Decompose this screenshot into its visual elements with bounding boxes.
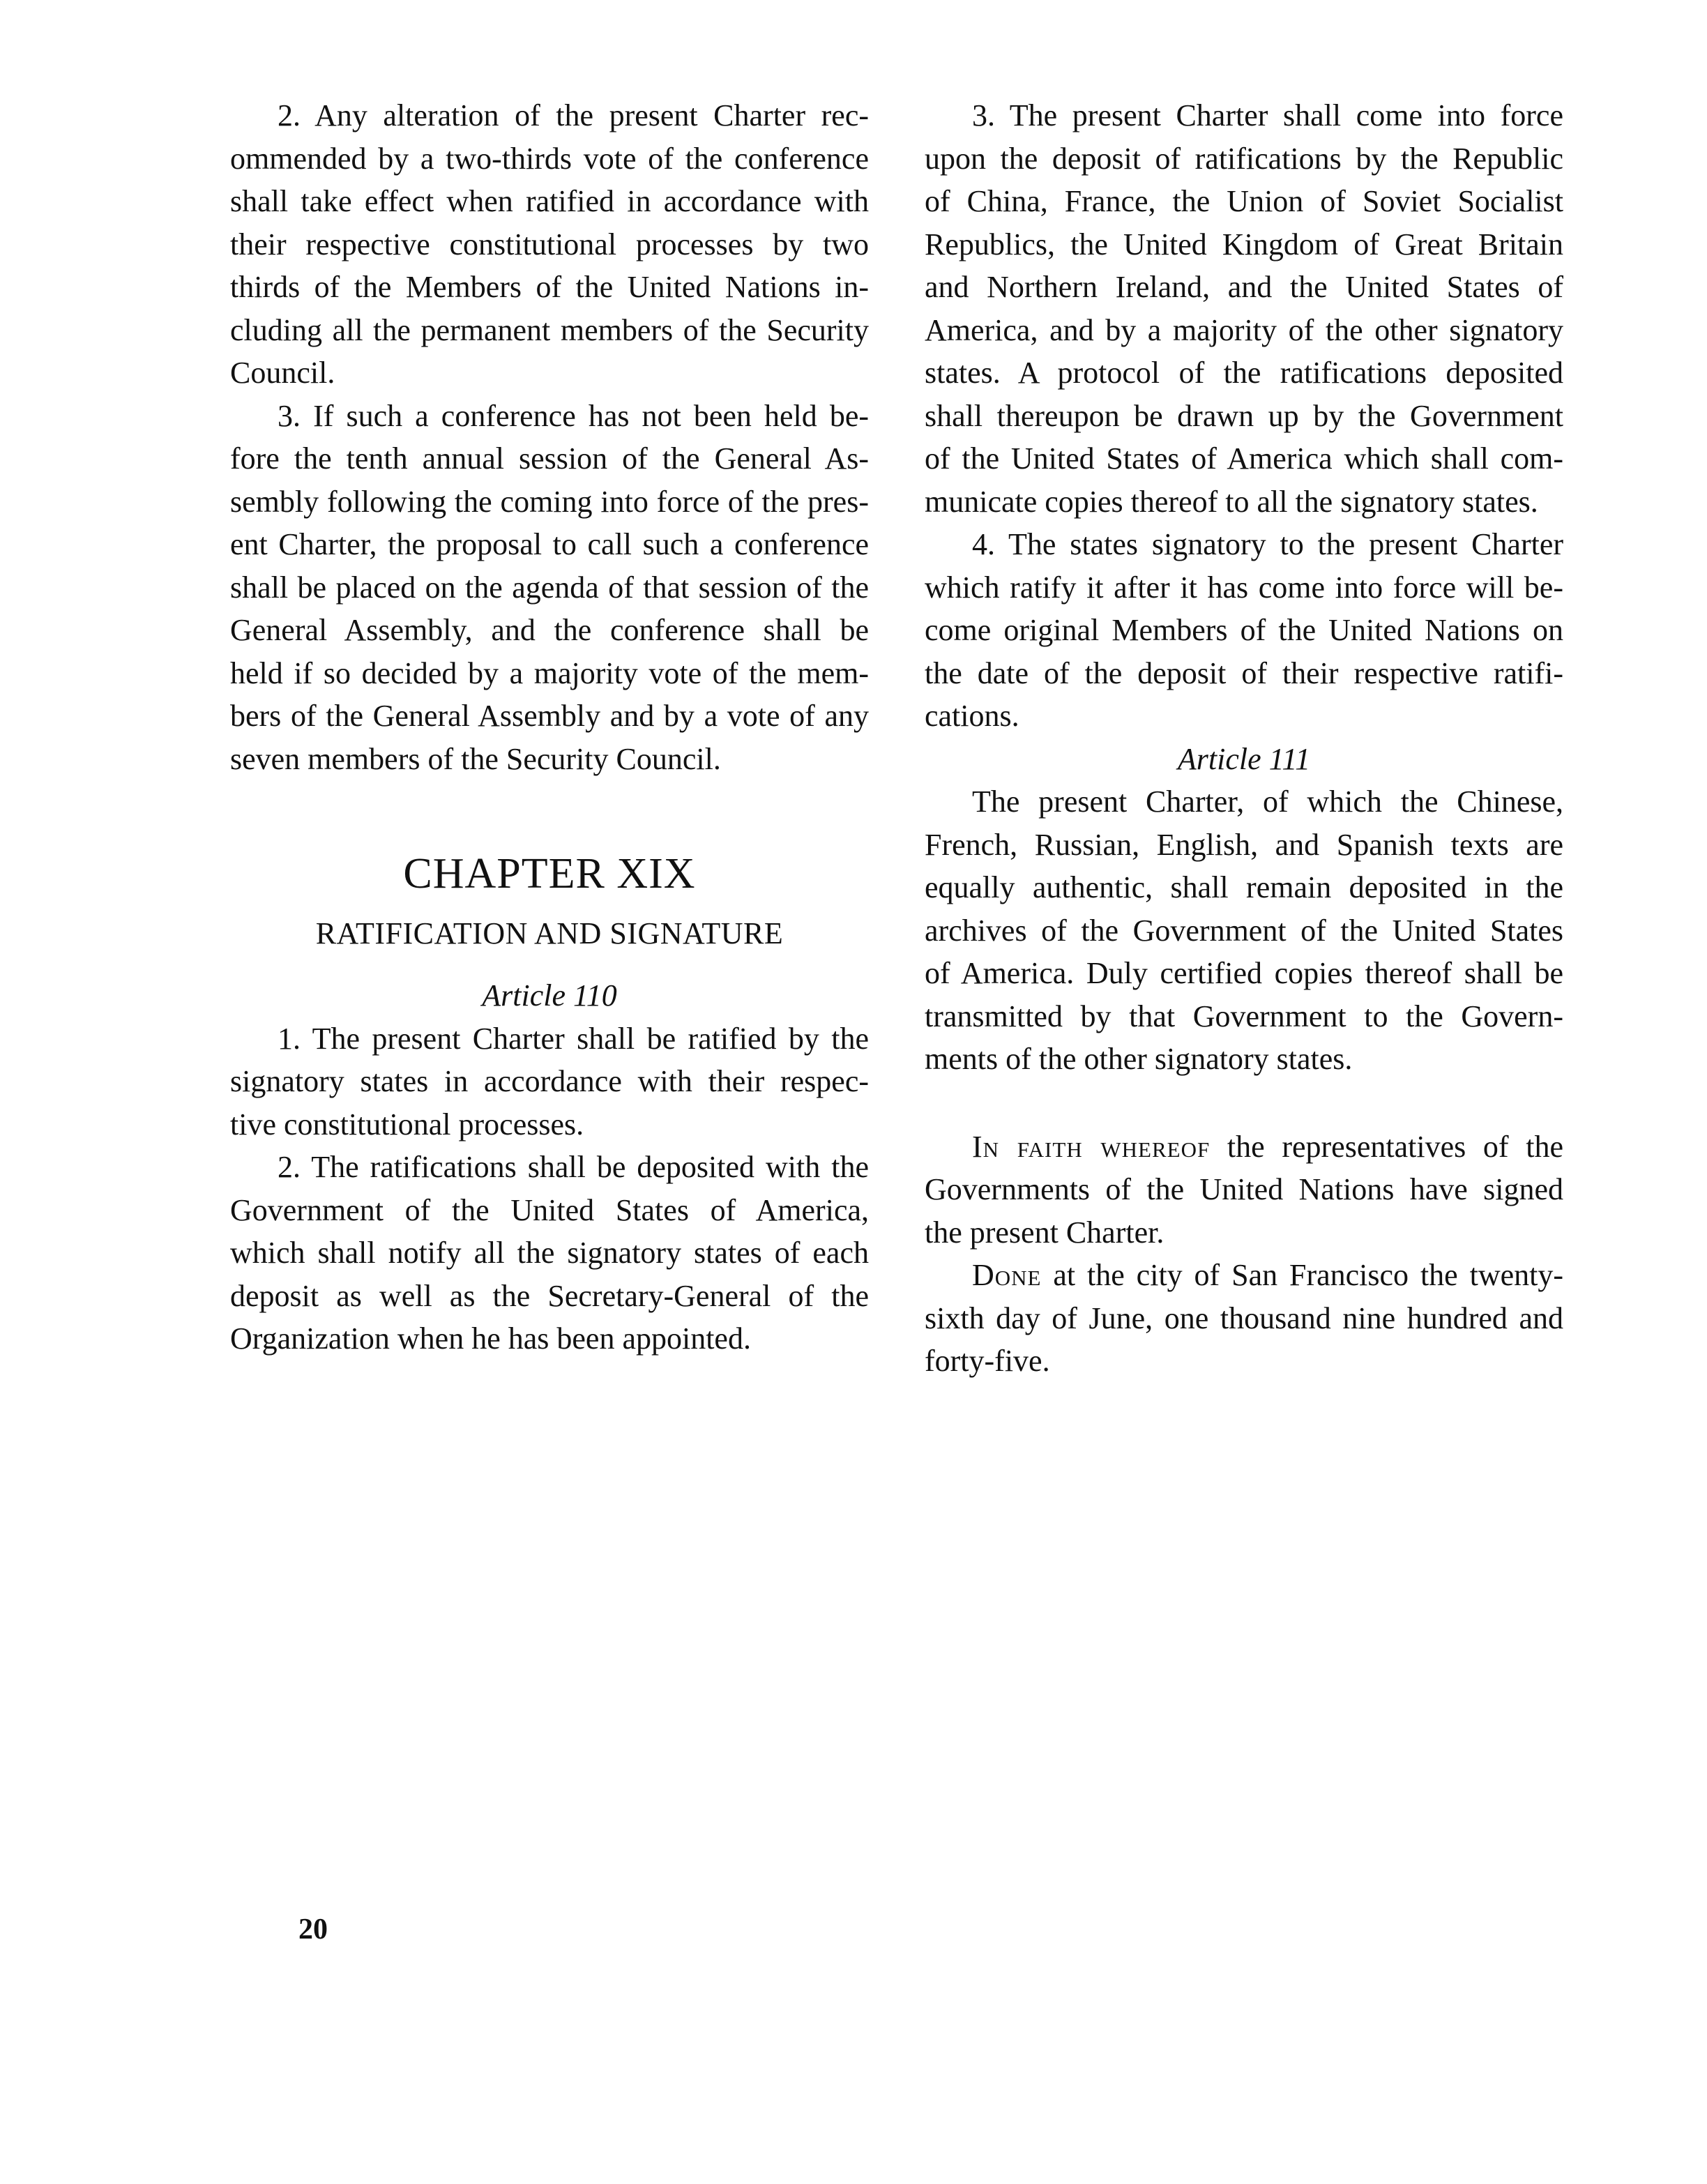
- text-line: of the United States of America which shall com-: [925, 441, 1563, 476]
- left-column: [230, 94, 869, 1360]
- text-line: deposit as well as the Secretary-General of the: [230, 1278, 869, 1313]
- article-111-paragraph: [925, 780, 1563, 1081]
- done-paragraph: [925, 1254, 1563, 1383]
- text-line: come original Members of the United Nations on: [925, 613, 1563, 647]
- text-line: ments of the other signatory states.: [925, 1042, 1353, 1076]
- text-line: shall be placed on the agenda of that session of the: [230, 570, 869, 605]
- text-line: of China, France, the Union of Soviet Socialist: [925, 184, 1563, 218]
- text-line: thirds of the Members of the United Nations in-: [230, 270, 869, 304]
- text-line: Organization when he has been appointed.: [230, 1321, 751, 1356]
- text-line: ent Charter, the proposal to call such a conference: [230, 527, 869, 561]
- page-number: 20: [298, 1913, 328, 1946]
- text-line: signatory states in accordance with their respec-: [230, 1064, 869, 1098]
- text-line: of America. Duly certified copies thereof shall be: [925, 956, 1563, 990]
- article-111-heading: Article 111: [1177, 741, 1311, 776]
- text-line: cations.: [925, 699, 1019, 733]
- text-line: which shall notify all the signatory states of each: [230, 1236, 869, 1270]
- text-line: and Northern Ireland, and the United States of: [925, 270, 1563, 304]
- text-line: equally authentic, shall remain deposited in the: [925, 870, 1563, 904]
- text-line: which ratify it after it has come into force will be-: [925, 570, 1563, 605]
- article-110-paragraph-4: [925, 523, 1563, 738]
- text-line: their respective constitutional processes by two: [230, 227, 869, 261]
- text-line: seven members of the Security Council.: [230, 741, 721, 776]
- article-110-paragraph-2: [230, 1146, 869, 1360]
- chapter-header: [230, 849, 869, 955]
- text-line: Government of the United States of America,: [230, 1192, 869, 1227]
- text-run: the representatives of the: [1210, 1129, 1563, 1164]
- text-line: shall thereupon be drawn up by the Government: [925, 398, 1563, 433]
- done-lead: Done: [972, 1258, 1042, 1292]
- article-110-paragraph-3: [925, 94, 1563, 523]
- article-109-paragraph-2: [230, 94, 869, 395]
- text-line: 3. If such a conference has not been held be-: [278, 398, 869, 433]
- text-line: tive constitutional processes.: [230, 1107, 584, 1142]
- in-faith-whereof-lead: In faith whereof: [972, 1129, 1211, 1164]
- text-line: General Assembly, and the conference shall be: [230, 613, 869, 647]
- right-column: [925, 94, 1563, 1383]
- text-line: held if so decided by a majority vote of the mem-: [230, 655, 869, 690]
- text-line: America, and by a majority of the other signatory: [925, 312, 1563, 347]
- text-line: upon the deposit of ratifications by the Republic: [925, 141, 1563, 176]
- chapter-title: CHAPTER XIX: [403, 850, 696, 897]
- closing-block: [925, 1125, 1563, 1383]
- text-line: sembly following the coming into force of the pres-: [230, 484, 869, 519]
- text-line: Governments of the United Nations have signed: [925, 1172, 1563, 1206]
- text-line: 2. The ratifications shall be deposited with the: [278, 1150, 869, 1184]
- text-line: [925, 1125, 1563, 1169]
- text-line: forty-five.: [925, 1344, 1050, 1378]
- in-faith-whereof-paragraph: [925, 1125, 1563, 1254]
- article-109-paragraph-3: [230, 395, 869, 781]
- text-line: sixth day of June, one thousand nine hundred and: [925, 1300, 1563, 1335]
- text-line: states. A protocol of the ratifications deposited: [925, 356, 1563, 390]
- text-run: at the city of San Francisco the twenty-: [1041, 1258, 1563, 1292]
- text-line: archives of the Government of the United States: [925, 913, 1563, 948]
- text-line: French, Russian, English, and Spanish texts are: [925, 827, 1563, 862]
- text-line: transmitted by that Government to the Govern-: [925, 999, 1563, 1033]
- text-line: Council.: [230, 356, 335, 390]
- text-line: The present Charter, of which the Chinese,: [972, 784, 1563, 819]
- text-line: 2. Any alteration of the present Charter rec-: [278, 98, 869, 132]
- text-line: 3. The present Charter shall come into force: [972, 98, 1563, 132]
- chapter-subtitle: RATIFICATION AND SIGNATURE: [315, 916, 784, 950]
- text-line: fore the tenth annual session of the General As-: [230, 441, 869, 476]
- text-line: the present Charter.: [925, 1215, 1164, 1250]
- text-line: the date of the deposit of their respective ratifi-: [925, 655, 1563, 690]
- text-line: shall take effect when ratified in accordance with: [230, 184, 869, 218]
- text-line: [925, 1254, 1563, 1297]
- article-110-heading: Article 110: [482, 978, 617, 1013]
- text-line: ommended by a two-thirds vote of the conference: [230, 141, 869, 176]
- text-line: Republics, the United Kingdom of Great Britain: [925, 227, 1563, 261]
- text-line: municate copies thereof to all the signatory states.: [925, 484, 1538, 519]
- text-line: bers of the General Assembly and by a vote of any: [230, 699, 869, 733]
- article-110-paragraph-1: [230, 1017, 869, 1146]
- text-line: cluding all the permanent members of the Security: [230, 312, 869, 347]
- text-line: 4. The states signatory to the present Charter: [972, 527, 1563, 561]
- text-line: 1. The present Charter shall be ratified by the: [278, 1021, 869, 1056]
